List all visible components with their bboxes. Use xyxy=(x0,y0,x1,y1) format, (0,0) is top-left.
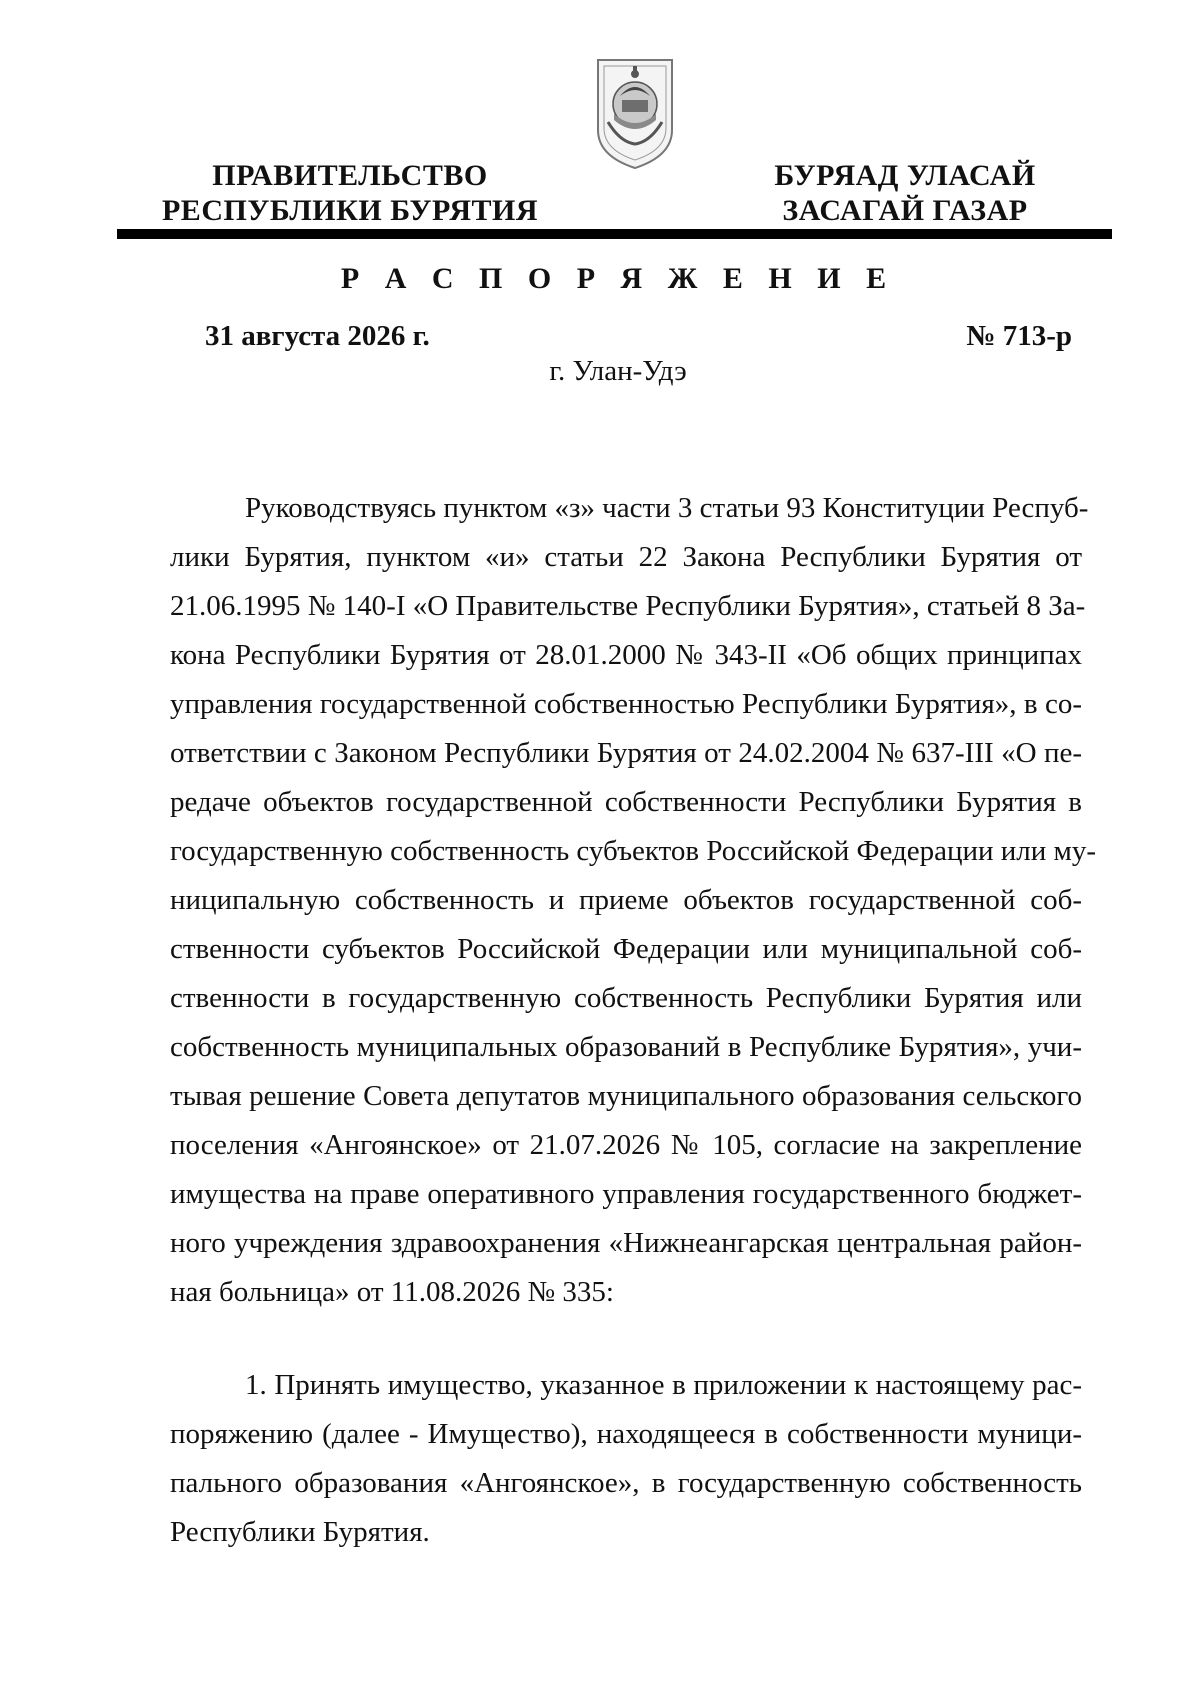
issuer-russian-line1: ПРАВИТЕЛЬСТВО xyxy=(212,159,488,192)
preamble-line: ниципальную собственность и приеме объектов государственной соб- xyxy=(170,884,1082,916)
preamble-line: ного учреждения здравоохранения «Нижнеангарская центральная район- xyxy=(170,1227,1082,1259)
issuer-name-russian xyxy=(160,158,540,228)
issuer-buryat-line2: ЗАСАГАЙ ГАЗАР xyxy=(782,194,1028,227)
preamble-line: государственную собственность субъектов Российской Федерации или му- xyxy=(170,835,1097,867)
preamble-line: Руководствуясь пунктом «з» части 3 статьи 93 Конституции Респуб- xyxy=(245,492,1089,524)
document-number: № 713-р xyxy=(966,320,1072,352)
preamble-line: тывая решение Совета депутатов муниципального образования сельского xyxy=(170,1080,1082,1112)
preamble-line: ответствии с Законом Республики Бурятия от 24.02.2004 № 637-III «О пе- xyxy=(170,737,1082,769)
item-1-line: пального образования «Ангоянское», в государственную собственность xyxy=(170,1467,1082,1499)
document-type-title: Р А С П О Р Я Ж Е Н И Е xyxy=(340,262,896,295)
preamble-paragraph xyxy=(170,484,1097,1317)
preamble-line: ственности в государственную собственность Республики Бурятия или xyxy=(170,982,1082,1014)
preamble-line: управления государственной собственностью Республики Бурятия», в со- xyxy=(170,688,1082,720)
coat-of-arms-icon xyxy=(592,52,678,172)
item-1-line: поряжению (далее - Имущество), находящееся в собственности муници- xyxy=(170,1418,1082,1450)
issuer-buryat-line1: БУРЯАД УЛАСАЙ xyxy=(774,159,1036,192)
document-city: г. Улан-Удэ xyxy=(549,355,687,387)
preamble-line: редаче объектов государственной собственности Республики Бурятия в xyxy=(170,786,1082,818)
preamble-line: ственности субъектов Российской Федерации или муниципальной соб- xyxy=(170,933,1082,965)
header-divider xyxy=(117,229,1112,239)
preamble-line: поселения «Ангоянское» от 21.07.2026 № 105, согласие на закрепление xyxy=(170,1129,1082,1161)
document-date: 31 августа 2026 г. xyxy=(205,320,430,352)
item-1-paragraph xyxy=(170,1361,1082,1557)
preamble-line: ная больница» от 11.08.2026 № 335: xyxy=(170,1276,614,1308)
item-1-line: Республики Бурятия. xyxy=(170,1516,430,1548)
preamble-line: собственность муниципальных образований в Республике Бурятия», учи- xyxy=(170,1031,1082,1063)
issuer-russian-line2: РЕСПУБЛИКИ БУРЯТИЯ xyxy=(161,194,539,227)
preamble-line: имущества на праве оперативного управления государственного бюджет- xyxy=(170,1178,1082,1210)
issuer-name-buryat xyxy=(750,158,1060,228)
preamble-line: 21.06.1995 № 140-I «О Правительстве Республики Бурятия», статьей 8 За- xyxy=(170,590,1086,622)
item-1-line: 1. Принять имущество, указанное в приложении к настоящему рас- xyxy=(245,1369,1082,1401)
preamble-line: лики Бурятия, пунктом «и» статьи 22 Закона Республики Бурятия от xyxy=(170,541,1082,573)
preamble-line: кона Республики Бурятия от 28.01.2000 № 343-II «Об общих принципах xyxy=(170,639,1082,671)
